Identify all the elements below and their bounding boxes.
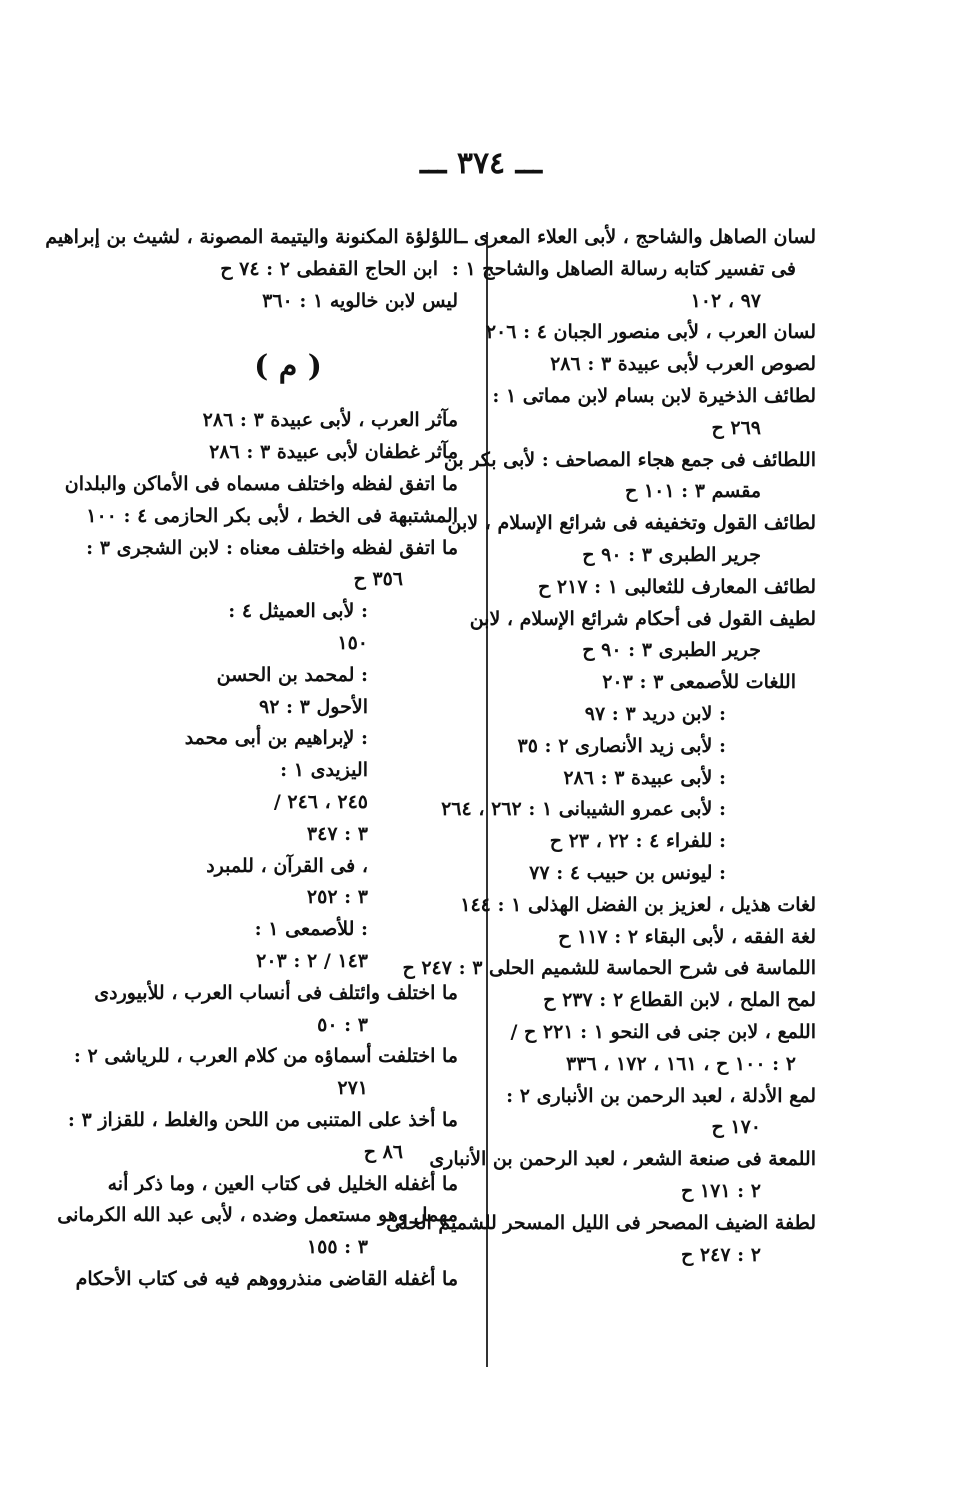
index-entry: ١٧٠ ح — [711, 1116, 761, 1139]
index-entry: لغة الفقه ، لأبى البقاء ٢ : ١١٧ ح — [558, 925, 816, 948]
index-entry: ١٥٠ — [337, 631, 368, 654]
index-entry: ما اتفق لفظه واختلف مسماه فى الأماكن والبلدان — [64, 472, 458, 495]
index-entry: ابن الحاج القفطى ٢ : ٧٤ ح — [220, 257, 438, 280]
index-entry: ٢ : ١٠٠ ح ، ١٦١ ، ١٧٢ ، ٣٣٦ — [566, 1052, 796, 1075]
index-entry: : للأصمعى ١ : — [254, 918, 368, 941]
index-entry: : لأبى العميثل ٤ : — [228, 600, 368, 623]
index-entry: لمح الملح ، لابن القطاع ٢ : ٢٣٧ ح — [543, 989, 816, 1012]
index-entry: جرير الطبرى ٣ : ٩٠ ح — [582, 639, 761, 662]
index-entry: ما أغفله القاضى منذرووهم فيه فى كتاب الأحكام — [75, 1267, 458, 1290]
index-entry: لطائف الذخيرة لابن بسام لابن مماتى ١ : — [492, 384, 816, 407]
index-entry: لمع الأدلة ، لعبد الرحمن بن الأنبارى ٢ : — [506, 1084, 816, 1107]
index-entry: ٣٥٦ ح — [353, 568, 403, 591]
index-entry: ٣ : ١٥٥ — [306, 1236, 368, 1259]
index-entry: اللمعة فى صنعة الشعر ، لعبد الرحمن بن الأنبارى — [429, 1148, 816, 1171]
index-entry: لسان العرب ، لأبى منصور الجبان ٤ : ٢٠٦ — [485, 321, 816, 344]
index-entry: اللغات للأصمعى ٣ : ٢٠٣ — [602, 671, 796, 694]
index-entry: ما اختلفت أسماؤه من كلام العرب ، للرياشى ٢ : — [73, 1045, 458, 1068]
index-entry: اللؤلؤة المكنونة واليتيمة المصونة ، لشيث بن إبراهيم — [45, 226, 458, 248]
index-entry: لطائف المعارف للثعالبى ١ : ٢١٧ ح — [538, 575, 816, 598]
index-entry: ٣ : ٥٠ — [317, 1013, 368, 1036]
index-entry: لطائف القول وتخفيفه فى شرائع الإسلام ، لابن — [447, 512, 816, 535]
index-entry: لسان الصاهل والشاحج ، لأبى العلاء المعرى ــ — [456, 226, 816, 248]
index-entry: : لمحمد بن الحسن — [216, 663, 368, 686]
right-column — [386, 222, 816, 1271]
index-entry: ، فى القرآن ، للمبرد — [206, 854, 368, 877]
index-entry: مآثر غطفان لأبى عبيدة ٣ : ٢٨٦ — [209, 441, 458, 464]
left-column — [45, 222, 458, 1296]
index-entry: ليس لابن خالويه ١ : ٣٦٠ — [262, 289, 458, 312]
index-entry: : للفراء ٤ : ٢٢ ، ٢٣ ح — [549, 830, 726, 853]
index-entry: لطفة الضيف المصحر فى الليل المسحر للشميم الحلى — [386, 1211, 816, 1234]
index-entry: : لإبراهيم بن أبى محمد — [184, 727, 368, 750]
index-entry: ما اتفق لفظه واختلف معناه : لابن الشجرى ٣ : — [86, 536, 458, 559]
index-entry: ٩٧ ، ١٠٢ — [690, 289, 761, 312]
index-entry: : لأبى عبيدة ٣ : ٢٨٦ — [563, 766, 726, 789]
page-number: ـــ ٣٧٤ ـــ — [420, 146, 542, 181]
index-entry: لطيف القول فى أحكام شرائع الإسلام ، لابن — [469, 607, 816, 630]
index-entry: اللطائف فى جمع هجاء المصاحف : لأبى بكر بن — [443, 448, 816, 471]
index-entry: ما اختلف وائتلف فى أنساب العرب ، للأبيوردى — [94, 981, 458, 1004]
section-heading: ( م ) — [254, 349, 322, 385]
index-entry: مآثر العرب ، لأبى عبيدة ٣ : ٢٨٦ — [202, 409, 458, 432]
index-entry: الأحول ٣ : ٩٢ — [259, 695, 368, 718]
index-entry: ما أخذ على المتنبى من اللحن والغلط ، للقزاز ٣ : — [67, 1108, 458, 1131]
index-entry: ٣ : ٢٥٢ — [306, 886, 368, 909]
index-entry: : لأبى عمرو الشيبانى ١ : ٢٦٢ ، ٢٦٤ — [441, 798, 726, 821]
index-entry: ٣ : ٣٤٧ — [306, 822, 368, 845]
index-entry: لغات هذيل ، لعزيز بن الفضل الهذلى ١ : ١٤٤ — [460, 893, 816, 916]
index-entry: ٢٦٩ ح — [711, 416, 761, 439]
index-entry: اليزيدى ١ : — [280, 759, 368, 782]
index-entry: اللماسة فى شرح الحماسة للشميم الحلى ٣ : ٢٤٧ ح — [402, 957, 816, 980]
index-entry: ٨٦ ح — [363, 1140, 403, 1163]
index-entry: جرير الطبرى ٣ : ٩٠ ح — [582, 543, 761, 566]
index-entry: : ليونس بن حبيب ٤ : ٧٧ — [529, 861, 726, 884]
index-entry: ٢ : ٢٤٧ ح — [681, 1243, 761, 1266]
index-entry: ٢ : ١٧١ ح — [681, 1179, 761, 1202]
index-entry: لصوص العرب لأبى عبيدة ٣ : ٢٨٦ — [550, 353, 816, 376]
index-entry: اللمع ، لابن جنى فى النحو ١ : ٢٢١ ح / — [510, 1020, 816, 1043]
index-entry: مهمل وهو مستعمل وضده ، لأبى عبد الله الكرمانى — [57, 1204, 458, 1227]
index-entry: فى تفسير كتابه رسالة الصاهل والشاحج ١ : — [451, 257, 796, 280]
index-entry: ٢٤٥ ، ٢٤٦ / — [273, 790, 368, 813]
index-entry: ١٤٣ / ٢ : ٢٠٣ — [256, 949, 368, 972]
index-entry: : لأبى زيد الأنصارى ٢ : ٣٥ — [517, 734, 726, 757]
index-entry: المشتبهة فى الخط ، لأبى بكر الحازمى ٤ : ١٠٠ — [86, 504, 458, 527]
index-entry: مقسم ٣ : ١٠١ ح — [625, 480, 761, 503]
index-entry: ما أغفله الخليل فى كتاب العين ، وما ذكر أنه — [107, 1172, 458, 1195]
index-entry: : لابن دريد ٣ : ٩٧ — [584, 702, 726, 725]
index-entry: ٢٧١ — [337, 1077, 368, 1100]
